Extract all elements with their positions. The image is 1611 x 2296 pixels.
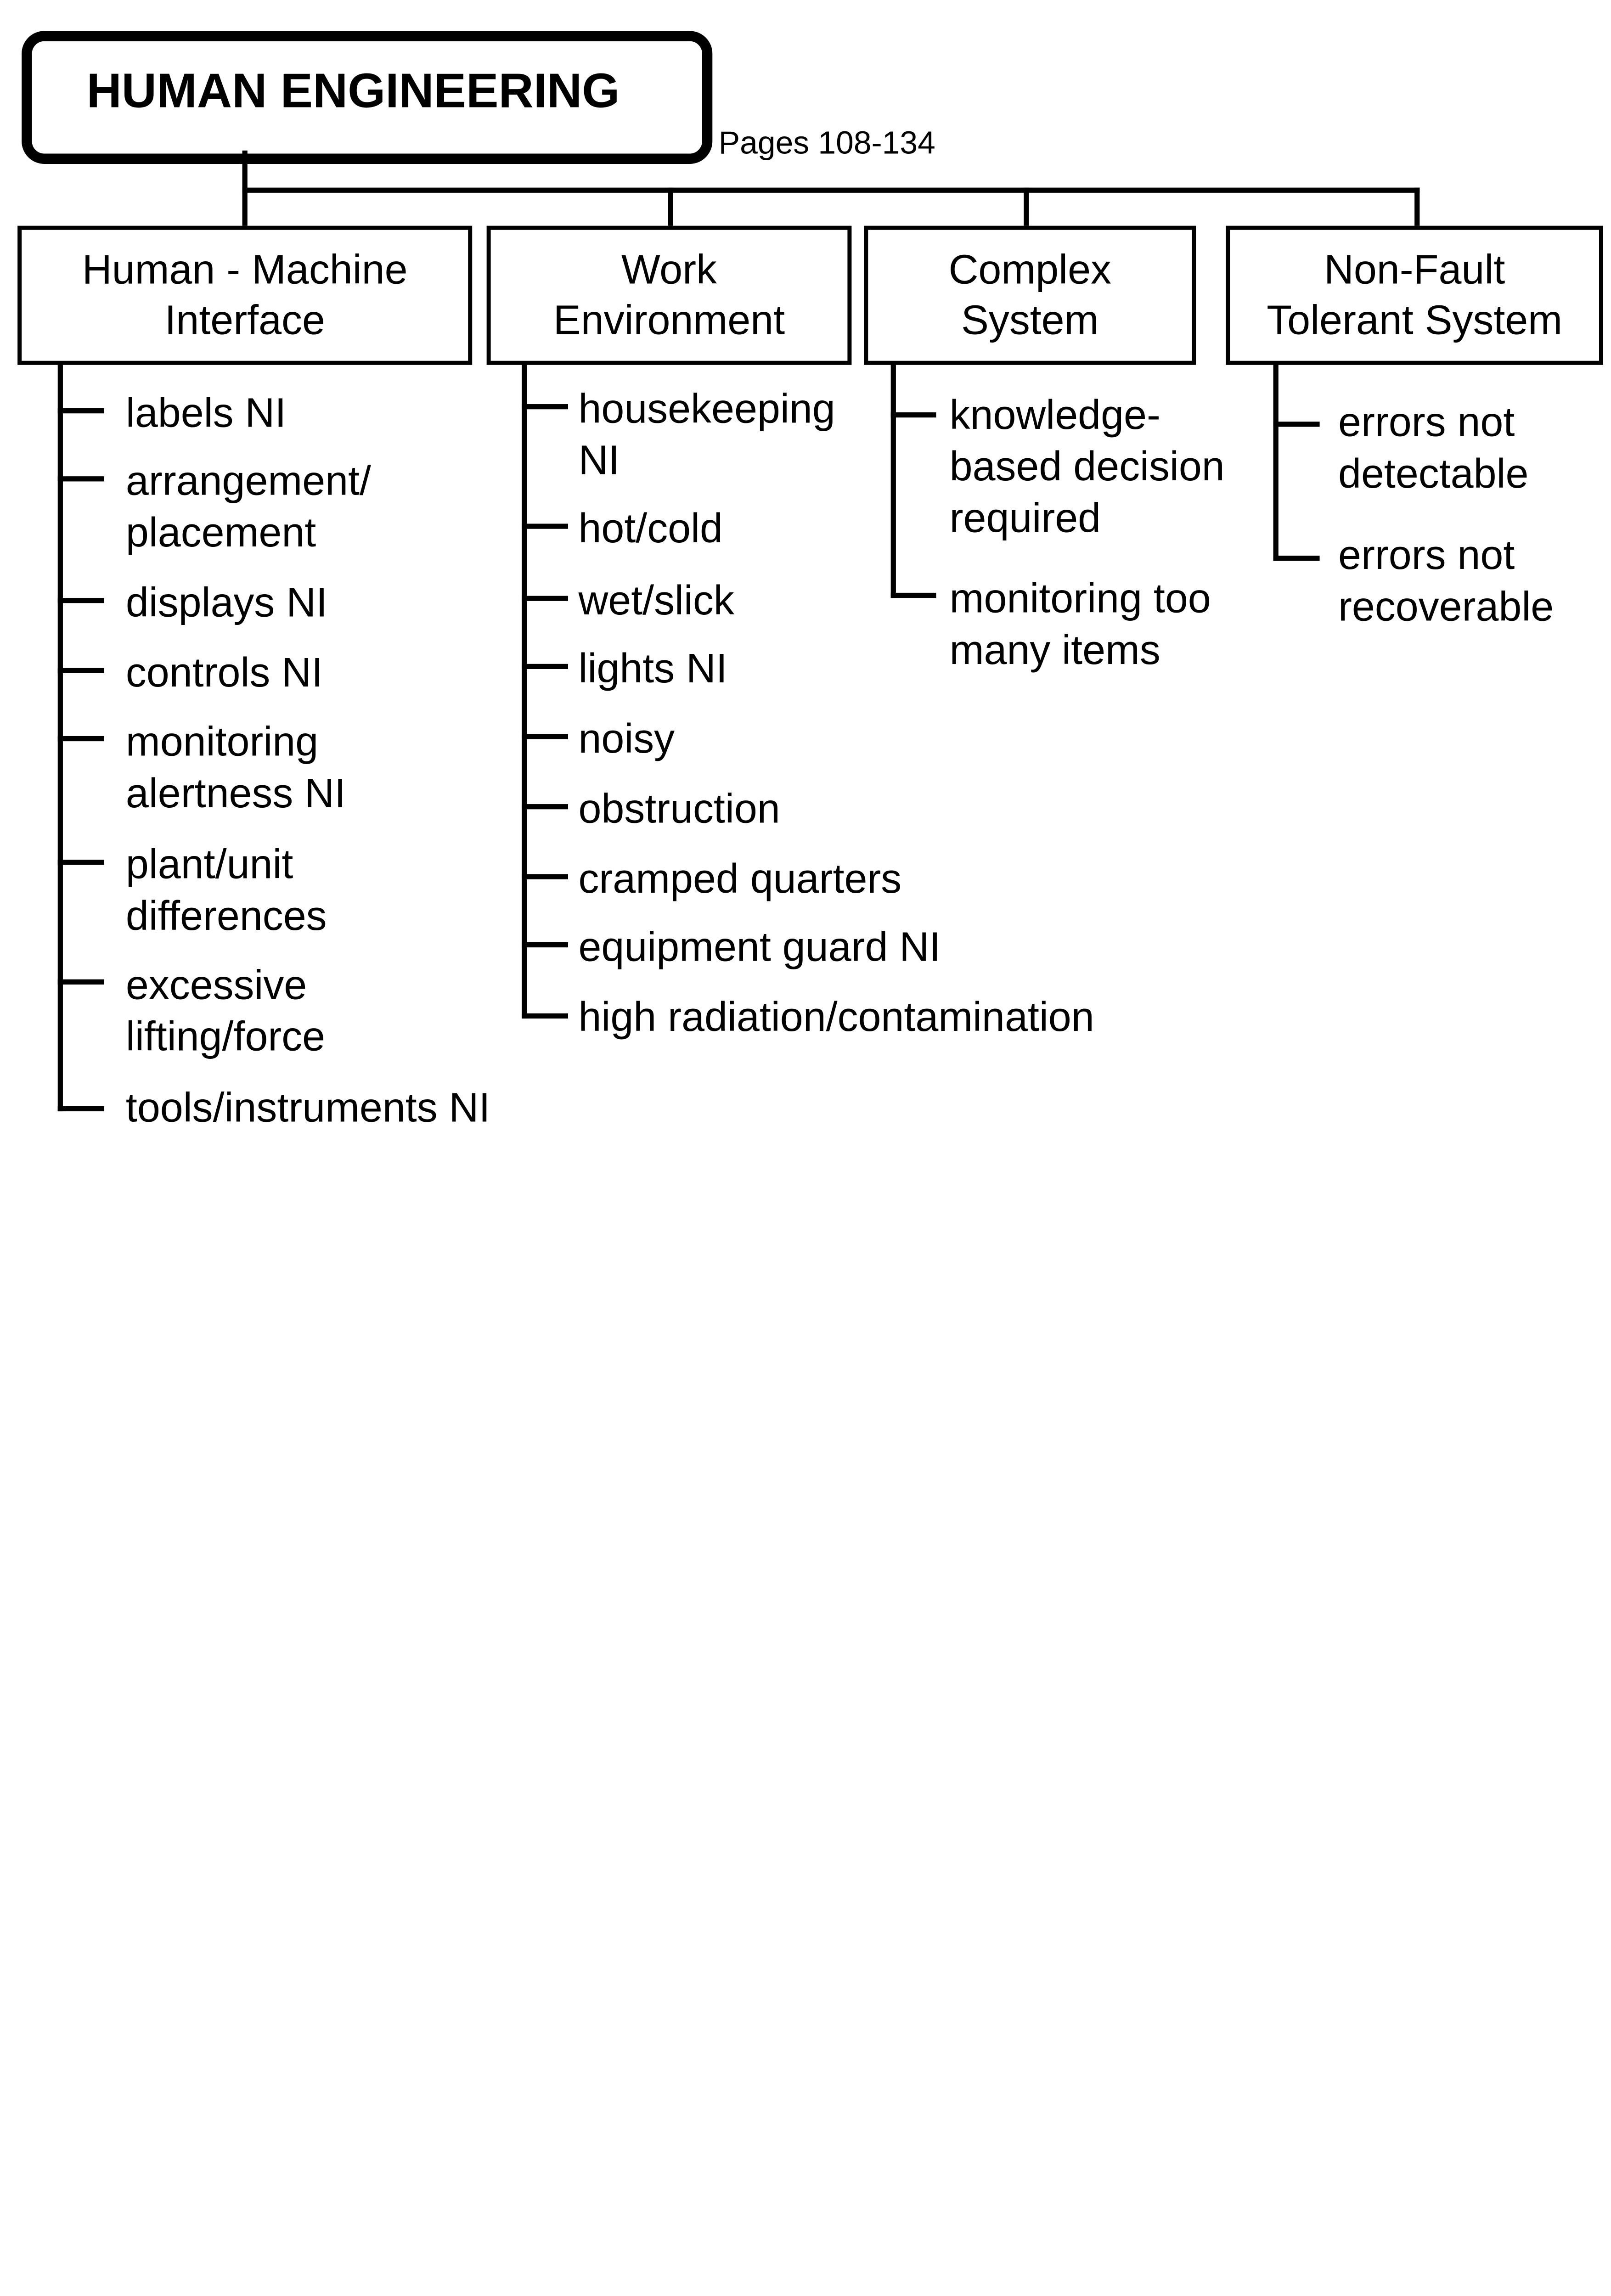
list-item: monitoring too many items [949, 576, 1211, 673]
list-item: equipment guard NI [578, 924, 941, 970]
item-tick-line [522, 734, 568, 739]
category-human-machine-interface [17, 226, 472, 365]
category-label-line: Complex [948, 247, 1111, 293]
list-item: arrangement/ placement [125, 459, 372, 556]
item-tick-line [522, 942, 568, 947]
horizontal-branch-line [242, 188, 1420, 193]
item-tick-line [58, 668, 104, 673]
branch-drop-non-fault-tolerant [1414, 188, 1419, 229]
list-item: tools/instruments NI [125, 1085, 490, 1131]
list-item: monitoring alertness NI [125, 720, 346, 817]
item-tick-line [891, 412, 936, 417]
item-tick-line [58, 979, 104, 985]
category-label-line: System [961, 297, 1099, 343]
list-item: labels NI [125, 390, 287, 436]
list-item: obstruction [578, 786, 780, 832]
list-item: wet/slick [578, 578, 734, 624]
list-item: controls NI [125, 650, 323, 696]
item-tick-line [58, 408, 104, 413]
item-tick-line [58, 476, 104, 481]
item-tick-line [522, 1013, 568, 1019]
item-tick-line [1273, 556, 1320, 561]
category-non-fault-tolerant-system [1226, 226, 1603, 365]
list-item: errors not detectable [1338, 400, 1529, 497]
item-tick-line [1273, 422, 1320, 427]
column-spine-line [522, 363, 527, 1019]
list-item: lights NI [578, 646, 727, 692]
column-spine-line [891, 363, 896, 598]
list-item: excessive lifting/force [125, 962, 326, 1060]
category-work-environment [487, 226, 852, 365]
category-label-line: Interface [164, 297, 325, 343]
item-tick-line [58, 598, 104, 603]
list-item: errors not recoverable [1338, 533, 1554, 630]
column-spine-line [1273, 363, 1279, 561]
list-item: cramped quarters [578, 856, 902, 902]
list-item: displays NI [125, 580, 328, 626]
list-item: plant/unit differences [125, 842, 327, 940]
item-tick-line [58, 736, 104, 741]
category-label-line: Tolerant System [1267, 297, 1563, 343]
category-label-line: Non-Fault [1324, 247, 1505, 293]
item-tick-line [522, 804, 568, 809]
item-tick-line [522, 523, 568, 529]
page-reference: Pages 108-134 [718, 124, 935, 161]
list-item: housekeeping NI [578, 386, 835, 484]
category-label-line: Environment [553, 297, 785, 343]
item-tick-line [522, 596, 568, 601]
item-tick-line [522, 664, 568, 669]
list-item: hot/cold [578, 506, 723, 552]
branch-drop-work-environment [668, 188, 673, 229]
category-complex-system [864, 226, 1196, 365]
list-item: high radiation/contamination [578, 995, 1094, 1041]
branch-drop-complex-system [1024, 188, 1029, 229]
item-tick-line [522, 874, 568, 879]
list-item: noisy [578, 716, 675, 762]
list-item: knowledge- based decision required [949, 393, 1225, 541]
diagram-title: HUMAN ENGINEERING [86, 62, 620, 118]
item-tick-line [891, 593, 936, 598]
item-tick-line [522, 404, 568, 409]
item-tick-line [58, 860, 104, 865]
item-tick-line [58, 1106, 104, 1111]
category-label-line: Human - Machine [82, 247, 408, 293]
category-label-line: Work [621, 247, 717, 293]
